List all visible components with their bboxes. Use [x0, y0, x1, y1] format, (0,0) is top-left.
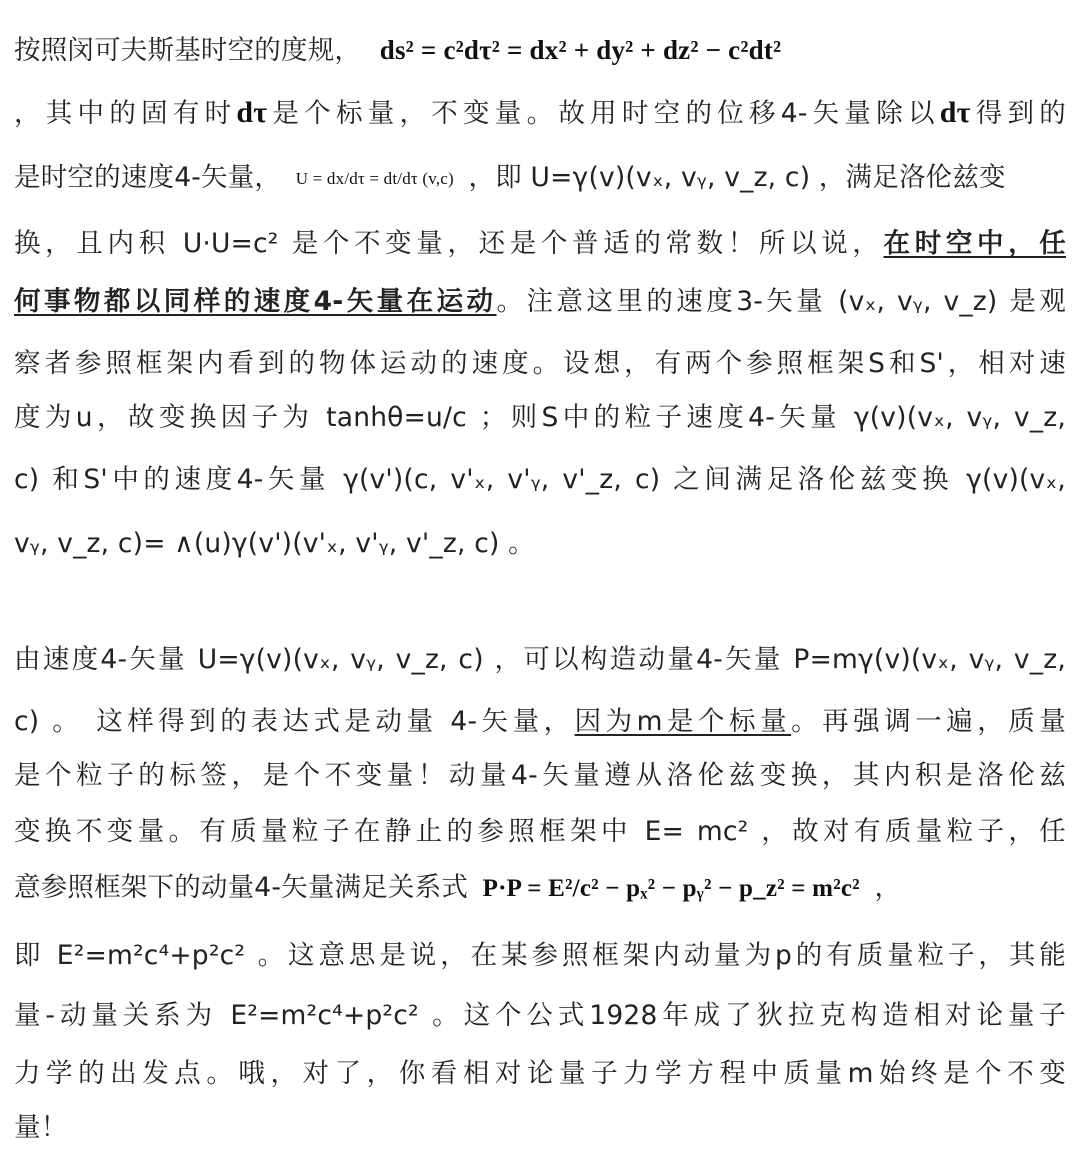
emphasis-underline: 因为m是个标量	[574, 706, 792, 737]
p2-line-9-text: 量！	[14, 1112, 68, 1143]
velocity-formula: U = dx/dτ = dt/dτ (v,c)	[295, 168, 454, 188]
p2-line-7-text: 量-动量关系为 E²=m²c⁴+p²c² 。这个公式1928年成了狄拉克构造相对论量子	[14, 1000, 1066, 1031]
p2-line-3-text: 是个粒子的标签，是个不变量！动量4-矢量遵从洛伦兹变换，其内积是洛伦兹	[14, 760, 1066, 791]
p2-line-2-t1: c) 。 这样得到的表达式是动量 4-矢量，	[14, 706, 575, 737]
p2-line-2-t2: 。再强调一遍，质量	[791, 706, 1066, 737]
metric-formula: ds² = c²dτ² = dx² + dy² + dz² − c²dt²	[379, 35, 782, 65]
p2-line-5-t2: ，	[874, 872, 902, 903]
p2-line-8	[14, 1054, 1066, 1094]
p1-line-8-text: c) 和S'中的速度4-矢量 γ(v')(c, v'ₓ, v'ᵧ, v'_z, c) 之间满足洛伦兹变换 γ(v)(vₓ,	[14, 464, 1066, 495]
p1-line-7	[14, 398, 1066, 438]
p2-line-8-text: 力学的出发点。哦，对了，你看相对论量子力学方程中质量m始终是个不变	[14, 1058, 1066, 1089]
p2-line-2	[14, 702, 1066, 742]
p1-line-2-t1: ，其中的固有时	[14, 98, 237, 129]
p1-line-2-t3: 得到的	[970, 98, 1066, 129]
dtau-symbol: dτ	[236, 96, 268, 129]
p1-line-9	[14, 524, 1066, 564]
p1-line-3	[14, 158, 1066, 199]
p2-line-6-text: 即 E²=m²c⁴+p²c² 。这意思是说，在某参照框架内动量为p的有质量粒子，其能	[14, 940, 1066, 971]
p1-line-2	[14, 93, 1066, 134]
emphasis-bold-2: 何事物都以同样的速度4-矢量在运动	[14, 286, 497, 317]
p1-line-1	[14, 30, 1066, 71]
p1-line-9-text: vᵧ, v_z, c)= ∧(u)γ(v')(v'ₓ, v'ᵧ, v'_z, c) 。	[14, 528, 535, 559]
p1-line-4	[14, 224, 1066, 264]
p2-line-9	[14, 1108, 1066, 1148]
p1-line-6-text: 察者参照框架内看到的物体运动的速度。设想，有两个参照框架S和S'，相对速	[14, 348, 1066, 379]
p1-line-5-t1: 。注意这里的速度3-矢量 (vₓ, vᵧ, v_z) 是观	[496, 286, 1066, 317]
p2-line-6	[14, 936, 1066, 976]
p1-line-8	[14, 460, 1066, 500]
p2-line-7	[14, 996, 1066, 1036]
p1-line-7-text: 度为u，故变换因子为 tanhθ=u/c ；则S中的粒子速度4-矢量 γ(v)(vₓ, vᵧ, v_z,	[14, 402, 1066, 433]
p2-line-4	[14, 812, 1066, 852]
p1-line-6	[14, 344, 1066, 384]
p1-line-5	[14, 282, 1066, 322]
emphasis-bold-1: 在时空中，任	[883, 228, 1066, 259]
momentum-formula: P·P = E²/c² − pₓ² − pᵧ² − p_z² = m²c²	[482, 875, 860, 902]
p1-line-2-t2: 是个标量，不变量。故用时空的位移4-矢量除以	[267, 98, 940, 129]
p1-line-4-t1: 换，且内积 U·U=c² 是个不变量，还是个普适的常数！所以说，	[14, 228, 884, 259]
p2-line-3	[14, 756, 1066, 796]
p2-line-4-text: 变换不变量。有质量粒子在静止的参照框架中 E= mc² ，故对有质量粒子，任	[14, 816, 1066, 847]
p2-line-5	[14, 868, 1066, 909]
p2-line-1-text: 由速度4-矢量 U=γ(v)(vₓ, vᵧ, v_z, c) ，可以构造动量4-矢量 P=mγ(v)(vₓ, vᵧ, v_z,	[14, 644, 1066, 675]
p1-line-3-t1: 是时空的速度4-矢量，	[14, 162, 282, 193]
dtau-symbol-2: dτ	[939, 96, 971, 129]
p2-line-5-t1: 意参照框架下的动量4-矢量满足关系式	[14, 872, 469, 903]
p1-line-1-text: 按照闵可夫斯基时空的度规，	[14, 35, 362, 66]
p2-line-1	[14, 640, 1066, 680]
p1-line-3-t2: ，即 U=γ(v)(vₓ, vᵧ, v_z, c) ，满足洛伦兹变	[468, 162, 1006, 193]
